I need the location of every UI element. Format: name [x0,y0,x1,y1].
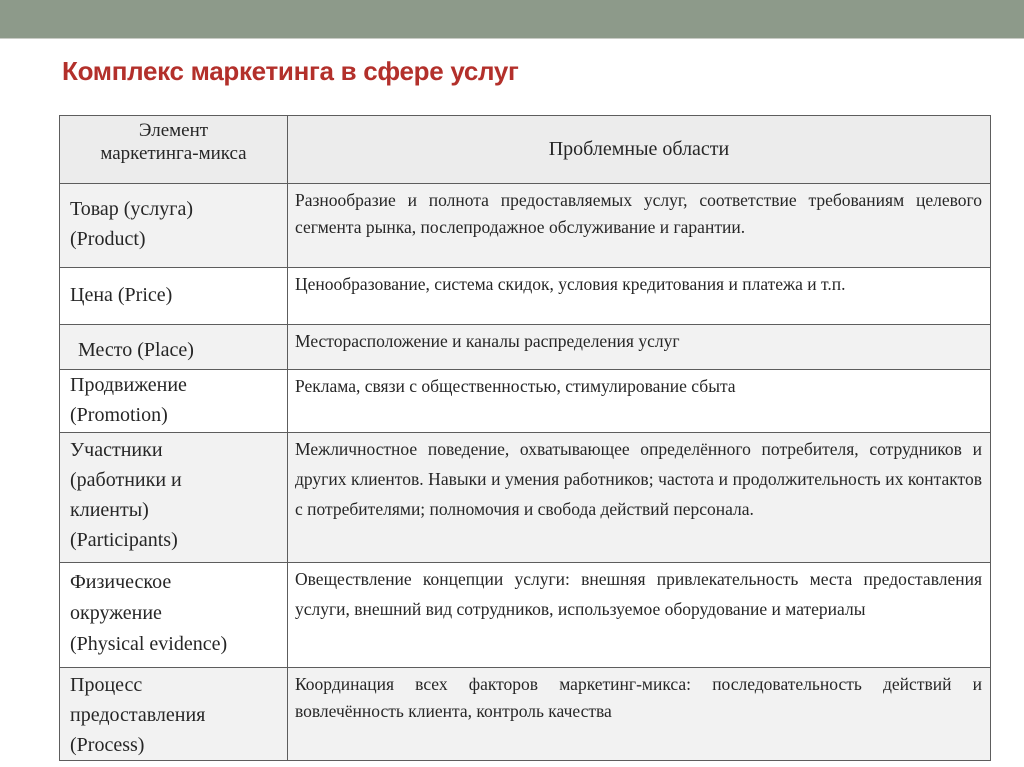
element-line: Место (Place) [78,339,194,361]
table-header-row [60,116,991,184]
areas-cell: Овеществление концепции услуги: внешняя привлекательность места предоставления услуги, внешний вид сотрудников, используемое оборудование и материалы [288,563,991,668]
areas-cell: Координация всех факторов маркетинг-микса: последовательность действий и вовлечённость клиента, контроль качества [288,668,991,761]
element-cell [60,563,288,668]
table-row [60,563,991,668]
header-areas-cell: Проблемные области [288,116,991,184]
slide-title: Комплекс маркетинга в сфере услуг [62,56,519,86]
element-line: клиенты) [70,499,149,521]
element-cell [60,433,288,563]
element-cell [60,668,288,761]
areas-cell: Реклама, связи с общественностью, стимулирование сбыта [288,370,991,433]
element-line: Участники [70,439,163,461]
areas-cell: Ценообразование, система скидок, условия кредитования и платежа и т.п. [288,268,991,325]
table-row [60,433,991,563]
element-line: окружение [70,602,162,624]
table-row [60,325,991,370]
table-row [60,668,991,761]
table-row [60,370,991,433]
header-element-line: маркетинга-микса [100,143,247,164]
element-line: (Participants) [70,529,178,551]
slide-top-divider [0,38,1024,39]
element-cell [60,325,288,370]
element-line: Цена (Price) [70,284,173,306]
element-line: (работники и [70,469,182,491]
table-row [60,268,991,325]
header-element-line: Элемент [138,120,209,141]
element-line: (Physical evidence) [70,633,228,655]
table-row [60,184,991,268]
element-line: (Process) [70,734,145,756]
element-line: Товар (услуга) [70,198,194,220]
element-line: (Product) [70,228,146,250]
element-line: Процесс [70,674,143,696]
marketing-mix-table [59,115,991,761]
element-line: (Promotion) [70,404,168,426]
areas-cell: Разнообразие и полнота предоставляемых услуг, соответствие требованиям целевого сегмента рынка, послепродажное обслуживание и гарантии. [288,184,991,268]
slide-top-bar [0,0,1024,38]
element-cell [60,268,288,325]
element-line: предоставления [70,704,206,726]
element-cell [60,184,288,268]
areas-cell: Межличностное поведение, охватывающее определённого потребителя, сотрудников и других клиентов. Навыки и умения работников; частота и продолжительность их контактов с потребителями; полномочия и свобода действий персонала. [288,433,991,563]
header-element-cell [60,116,288,184]
element-cell [60,370,288,433]
element-line: Продвижение [70,374,187,396]
areas-cell: Месторасположение и каналы распределения услуг [288,325,991,370]
element-line: Физическое [70,571,172,593]
